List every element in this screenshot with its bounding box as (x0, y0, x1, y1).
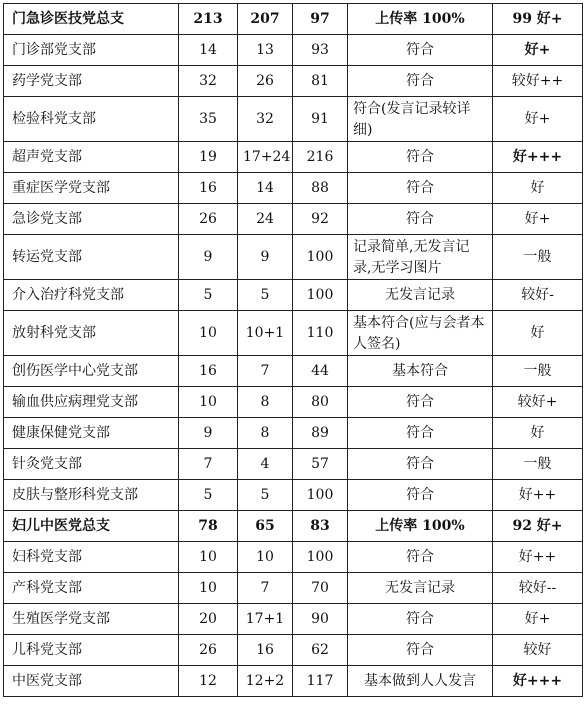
count-total-cell: 9 (179, 235, 238, 280)
remark-cell: 符合 (348, 204, 493, 235)
grade-cell: 好++ (493, 542, 583, 573)
count-uploaded-cell: 5 (238, 480, 293, 511)
branch-name-cell: 输血供应病理党支部 (4, 387, 179, 418)
grade-cell: 较好 (493, 635, 583, 666)
rate-cell: 93 (293, 35, 348, 66)
table-row (4, 97, 583, 142)
remark-cell: 记录简单,无发言记录,无学习图片 (348, 235, 493, 280)
table-row (4, 604, 583, 635)
table-row (4, 311, 583, 356)
remark-cell: 符合 (348, 635, 493, 666)
count-total-cell: 19 (179, 142, 238, 173)
count-uploaded-cell: 7 (238, 356, 293, 387)
rate-cell: 70 (293, 573, 348, 604)
remark-cell: 符合(发言记录较详细) (348, 97, 493, 142)
remark-cell: 基本符合 (348, 356, 493, 387)
remark-cell: 符合 (348, 387, 493, 418)
branch-name-cell: 创伤医学中心党支部 (4, 356, 179, 387)
count-total-cell: 5 (179, 280, 238, 311)
branch-name-cell: 介入治疗科党支部 (4, 280, 179, 311)
branch-name-cell: 针灸党支部 (4, 449, 179, 480)
branch-name-cell: 妇儿中医党总支 (4, 511, 179, 542)
remark-cell: 基本符合(应与会者本人签名) (348, 311, 493, 356)
table-row (4, 356, 583, 387)
count-uploaded-cell: 65 (238, 511, 293, 542)
remark-cell: 符合 (348, 542, 493, 573)
count-total-cell: 12 (179, 666, 238, 697)
rate-cell: 100 (293, 542, 348, 573)
branch-name-cell: 妇科党支部 (4, 542, 179, 573)
remark-cell: 符合 (348, 173, 493, 204)
remark-cell: 符合 (348, 449, 493, 480)
count-uploaded-cell: 13 (238, 35, 293, 66)
branch-name-cell: 药学党支部 (4, 66, 179, 97)
remark-cell: 符合 (348, 142, 493, 173)
count-total-cell: 16 (179, 173, 238, 204)
count-uploaded-cell: 8 (238, 418, 293, 449)
grade-cell: 较好+ (493, 387, 583, 418)
branch-name-cell: 重症医学党支部 (4, 173, 179, 204)
table-row (4, 418, 583, 449)
count-uploaded-cell: 7 (238, 573, 293, 604)
count-total-cell: 14 (179, 35, 238, 66)
remark-cell: 符合 (348, 418, 493, 449)
grade-cell: 好+++ (493, 666, 583, 697)
count-total-cell: 5 (179, 480, 238, 511)
rate-cell: 89 (293, 418, 348, 449)
remark-cell: 无发言记录 (348, 573, 493, 604)
grade-cell: 好 (493, 311, 583, 356)
grade-cell: 好 (493, 173, 583, 204)
table-row-summary (4, 511, 583, 542)
count-uploaded-cell: 9 (238, 235, 293, 280)
rate-cell: 90 (293, 604, 348, 635)
count-uploaded-cell: 12+2 (238, 666, 293, 697)
count-total-cell: 10 (179, 542, 238, 573)
grade-cell: 好++ (493, 480, 583, 511)
count-total-cell: 10 (179, 311, 238, 356)
table-row (4, 280, 583, 311)
count-total-cell: 9 (179, 418, 238, 449)
count-uploaded-cell: 5 (238, 280, 293, 311)
table-row (4, 173, 583, 204)
remark-cell: 上传率 100% (348, 4, 493, 35)
rate-cell: 80 (293, 387, 348, 418)
count-total-cell: 16 (179, 356, 238, 387)
branch-name-cell: 超声党支部 (4, 142, 179, 173)
table-row (4, 666, 583, 697)
table-row (4, 387, 583, 418)
count-total-cell: 7 (179, 449, 238, 480)
count-total-cell: 10 (179, 387, 238, 418)
count-uploaded-cell: 4 (238, 449, 293, 480)
count-uploaded-cell: 10 (238, 542, 293, 573)
rate-cell: 97 (293, 4, 348, 35)
count-uploaded-cell: 32 (238, 97, 293, 142)
table-row (4, 66, 583, 97)
grade-cell: 较好-- (493, 573, 583, 604)
count-total-cell: 20 (179, 604, 238, 635)
branch-name-cell: 检验科党支部 (4, 97, 179, 142)
grade-cell: 较好++ (493, 66, 583, 97)
branch-name-cell: 门急诊医技党总支 (4, 4, 179, 35)
rate-cell: 110 (293, 311, 348, 356)
grade-cell: 好 (493, 418, 583, 449)
count-uploaded-cell: 8 (238, 387, 293, 418)
remark-cell: 符合 (348, 604, 493, 635)
rate-cell: 88 (293, 173, 348, 204)
rate-cell: 100 (293, 235, 348, 280)
rate-cell: 62 (293, 635, 348, 666)
remark-cell: 符合 (348, 480, 493, 511)
branch-name-cell: 放射科党支部 (4, 311, 179, 356)
rate-cell: 83 (293, 511, 348, 542)
branch-name-cell: 生殖医学党支部 (4, 604, 179, 635)
count-total-cell: 35 (179, 97, 238, 142)
rate-cell: 100 (293, 480, 348, 511)
grade-cell: 好+ (493, 204, 583, 235)
remark-cell: 符合 (348, 66, 493, 97)
grade-cell: 好+++ (493, 142, 583, 173)
grade-cell: 一般 (493, 235, 583, 280)
table-row (4, 449, 583, 480)
table-row (4, 542, 583, 573)
grade-cell: 一般 (493, 449, 583, 480)
count-total-cell: 32 (179, 66, 238, 97)
grade-cell: 较好- (493, 280, 583, 311)
count-total-cell: 213 (179, 4, 238, 35)
branch-name-cell: 转运党支部 (4, 235, 179, 280)
count-total-cell: 26 (179, 204, 238, 235)
rate-cell: 92 (293, 204, 348, 235)
branch-name-cell: 健康保健党支部 (4, 418, 179, 449)
rate-cell: 216 (293, 142, 348, 173)
remark-cell: 无发言记录 (348, 280, 493, 311)
count-uploaded-cell: 17+24 (238, 142, 293, 173)
rate-cell: 44 (293, 356, 348, 387)
table-row (4, 35, 583, 66)
rate-cell: 91 (293, 97, 348, 142)
count-uploaded-cell: 10+1 (238, 311, 293, 356)
table-row (4, 142, 583, 173)
rate-cell: 81 (293, 66, 348, 97)
branch-name-cell: 产科党支部 (4, 573, 179, 604)
count-total-cell: 26 (179, 635, 238, 666)
table-row-summary (4, 4, 583, 35)
table-row (4, 573, 583, 604)
table-body (4, 4, 583, 697)
grade-cell: 好+ (493, 604, 583, 635)
count-uploaded-cell: 17+1 (238, 604, 293, 635)
remark-cell: 基本做到人人发言 (348, 666, 493, 697)
count-uploaded-cell: 14 (238, 173, 293, 204)
count-uploaded-cell: 16 (238, 635, 293, 666)
count-total-cell: 78 (179, 511, 238, 542)
grade-cell: 92 好+ (493, 511, 583, 542)
grade-cell: 好+ (493, 35, 583, 66)
branch-name-cell: 皮肤与整形科党支部 (4, 480, 179, 511)
rate-cell: 57 (293, 449, 348, 480)
rate-cell: 117 (293, 666, 348, 697)
count-uploaded-cell: 24 (238, 204, 293, 235)
grade-cell: 99 好+ (493, 4, 583, 35)
remark-cell: 上传率 100% (348, 511, 493, 542)
grade-cell: 一般 (493, 356, 583, 387)
table-row (4, 635, 583, 666)
evaluation-table (3, 3, 583, 697)
rate-cell: 100 (293, 280, 348, 311)
branch-name-cell: 中医党支部 (4, 666, 179, 697)
table-row (4, 235, 583, 280)
branch-name-cell: 儿科党支部 (4, 635, 179, 666)
count-uploaded-cell: 26 (238, 66, 293, 97)
grade-cell: 好+ (493, 97, 583, 142)
branch-name-cell: 门诊部党支部 (4, 35, 179, 66)
count-uploaded-cell: 207 (238, 4, 293, 35)
table-row (4, 204, 583, 235)
remark-cell: 符合 (348, 35, 493, 66)
branch-name-cell: 急诊党支部 (4, 204, 179, 235)
table-row (4, 480, 583, 511)
count-total-cell: 10 (179, 573, 238, 604)
